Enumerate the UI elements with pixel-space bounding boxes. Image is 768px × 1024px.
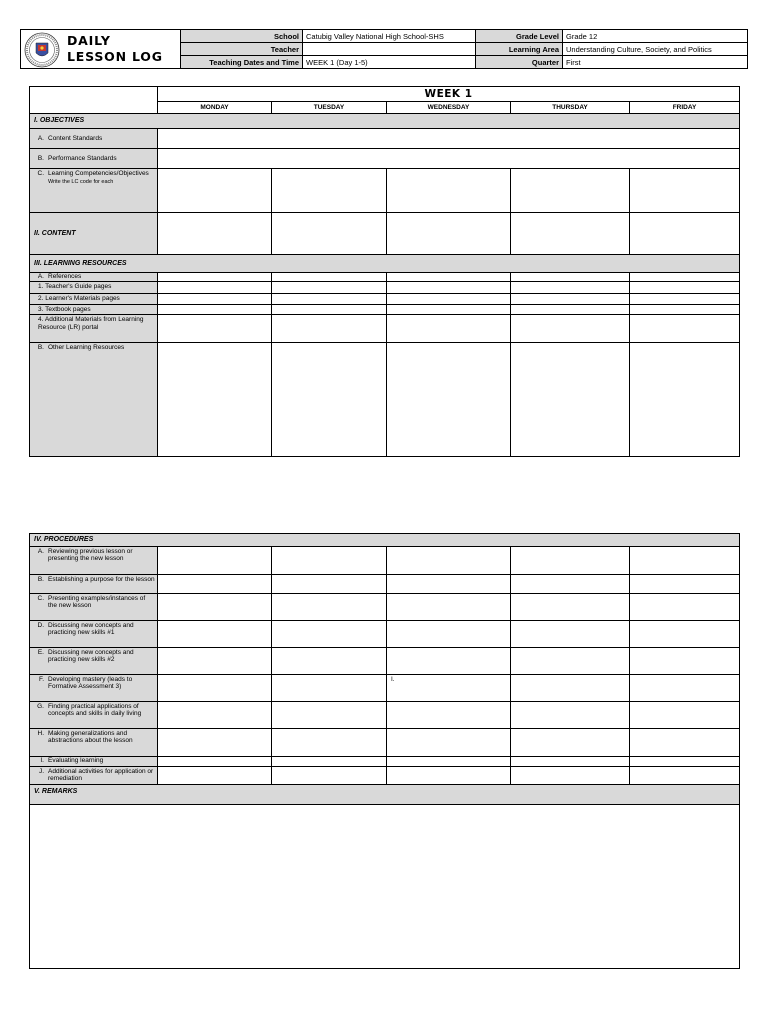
section-learning-resources: III. LEARNING RESOURCES bbox=[30, 255, 740, 273]
proc-c-fri[interactable] bbox=[630, 594, 740, 621]
proc-i-fri[interactable] bbox=[630, 757, 740, 767]
day-thursday: THURSDAY bbox=[511, 102, 630, 114]
cell-am-mon[interactable] bbox=[158, 315, 272, 343]
grade-level-label: Grade Level bbox=[476, 30, 563, 43]
proc-e-tue[interactable] bbox=[272, 648, 387, 675]
row-label-additional-materials: 4. Additional Materials from Learning Resource (LR) portal bbox=[30, 315, 158, 343]
proc-e-thu[interactable] bbox=[511, 648, 630, 675]
proc-h-tue[interactable] bbox=[272, 729, 387, 757]
proc-b-wed[interactable] bbox=[387, 575, 511, 594]
dates-label: Teaching Dates and Time bbox=[181, 56, 303, 69]
corner-cell bbox=[30, 87, 158, 114]
proc-d-mon[interactable] bbox=[158, 621, 272, 648]
cell-tg-mon[interactable] bbox=[158, 282, 272, 294]
cell-am-wed[interactable] bbox=[387, 315, 511, 343]
doc-title-line1: DAILY bbox=[67, 33, 111, 48]
proc-g-thu[interactable] bbox=[511, 702, 630, 729]
proc-i-mon[interactable] bbox=[158, 757, 272, 767]
proc-b-thu[interactable] bbox=[511, 575, 630, 594]
proc-g-wed[interactable] bbox=[387, 702, 511, 729]
cell-competencies-wed[interactable] bbox=[387, 169, 511, 213]
proc-g-mon[interactable] bbox=[158, 702, 272, 729]
proc-a-wed[interactable] bbox=[387, 547, 511, 575]
proc-d-tue[interactable] bbox=[272, 621, 387, 648]
cell-competencies-thu[interactable] bbox=[511, 169, 630, 213]
row-label-learning-competencies: C. Learning Competencies/Objectives Write the LC code for each bbox=[30, 169, 158, 213]
cell-content-thu[interactable] bbox=[511, 213, 630, 255]
cell-content-fri[interactable] bbox=[630, 213, 740, 255]
day-monday: MONDAY bbox=[158, 102, 272, 114]
school-field[interactable]: Catubig Valley National High School-SHS bbox=[303, 30, 476, 43]
row-label-other-resources: B. Other Learning Resources bbox=[30, 343, 158, 457]
row-label-content-standards: A. Content Standards bbox=[30, 129, 158, 149]
proc-j-thu[interactable] bbox=[511, 767, 630, 785]
proc-h-wed[interactable] bbox=[387, 729, 511, 757]
cell-references-mon[interactable] bbox=[158, 273, 272, 282]
proc-c-thu[interactable] bbox=[511, 594, 630, 621]
cell-other-tue[interactable] bbox=[272, 343, 387, 457]
cell-tb-mon[interactable] bbox=[158, 304, 272, 314]
content-standards-cell[interactable] bbox=[158, 129, 740, 149]
proc-d-thu[interactable] bbox=[511, 621, 630, 648]
cell-tb-wed[interactable] bbox=[387, 304, 511, 314]
teacher-label: Teacher bbox=[181, 43, 303, 56]
deped-seal-icon bbox=[24, 32, 60, 68]
cell-lm-tue[interactable] bbox=[272, 294, 387, 304]
proc-i-thu[interactable] bbox=[511, 757, 630, 767]
cell-references-wed[interactable] bbox=[387, 273, 511, 282]
cell-content-wed[interactable] bbox=[387, 213, 511, 255]
proc-label-c: C. Presenting examples/instances of the new lesson bbox=[30, 594, 158, 621]
proc-b-fri[interactable] bbox=[630, 575, 740, 594]
row-label-references: A. References bbox=[30, 273, 158, 282]
proc-label-b: B. Establishing a purpose for the lesson bbox=[30, 575, 158, 594]
header bbox=[20, 29, 747, 69]
proc-label-j: J. Additional activities for application or remediation bbox=[30, 767, 158, 785]
cell-lm-thu[interactable] bbox=[511, 294, 630, 304]
row-label-teachers-guide: 1. Teacher's Guide pages bbox=[30, 282, 158, 294]
proc-b-tue[interactable] bbox=[272, 575, 387, 594]
cell-lm-fri[interactable] bbox=[630, 294, 740, 304]
section-objectives: I. OBJECTIVES bbox=[30, 114, 740, 129]
proc-i-wed[interactable] bbox=[387, 757, 511, 767]
week-heading: WEEK 1 bbox=[158, 87, 740, 102]
cell-references-tue[interactable] bbox=[272, 273, 387, 282]
performance-standards-cell[interactable] bbox=[158, 149, 740, 169]
proc-e-fri[interactable] bbox=[630, 648, 740, 675]
cell-references-thu[interactable] bbox=[511, 273, 630, 282]
proc-a-mon[interactable] bbox=[158, 547, 272, 575]
cell-other-mon[interactable] bbox=[158, 343, 272, 457]
cell-tb-thu[interactable] bbox=[511, 304, 630, 314]
proc-f-wed-mark: I. bbox=[391, 676, 395, 683]
cell-competencies-mon[interactable] bbox=[158, 169, 272, 213]
proc-c-tue[interactable] bbox=[272, 594, 387, 621]
plan-table-bottom bbox=[29, 533, 740, 969]
proc-b-mon[interactable] bbox=[158, 575, 272, 594]
proc-h-fri[interactable] bbox=[630, 729, 740, 757]
cell-tb-tue[interactable] bbox=[272, 304, 387, 314]
day-tuesday: TUESDAY bbox=[272, 102, 387, 114]
proc-label-f: F. Developing mastery (leads to Formative Assessment 3) bbox=[30, 675, 158, 702]
teacher-field[interactable] bbox=[303, 43, 476, 56]
proc-j-tue[interactable] bbox=[272, 767, 387, 785]
proc-g-fri[interactable] bbox=[630, 702, 740, 729]
quarter-label: Quarter bbox=[476, 56, 563, 69]
info-table bbox=[180, 29, 748, 69]
proc-f-fri[interactable] bbox=[630, 675, 740, 702]
proc-h-thu[interactable] bbox=[511, 729, 630, 757]
proc-j-wed[interactable] bbox=[387, 767, 511, 785]
proc-a-tue[interactable] bbox=[272, 547, 387, 575]
proc-a-fri[interactable] bbox=[630, 547, 740, 575]
proc-f-tue[interactable] bbox=[272, 675, 387, 702]
cell-competencies-tue[interactable] bbox=[272, 169, 387, 213]
proc-a-thu[interactable] bbox=[511, 547, 630, 575]
proc-e-mon[interactable] bbox=[158, 648, 272, 675]
proc-h-mon[interactable] bbox=[158, 729, 272, 757]
learning-area-field[interactable]: Understanding Culture, Society, and Politics bbox=[563, 43, 748, 56]
proc-label-h: H. Making generalizations and abstractions about the lesson bbox=[30, 729, 158, 757]
proc-d-wed[interactable] bbox=[387, 621, 511, 648]
day-friday: FRIDAY bbox=[630, 102, 740, 114]
cell-lm-wed[interactable] bbox=[387, 294, 511, 304]
logo-area bbox=[20, 29, 180, 69]
cell-tg-fri[interactable] bbox=[630, 282, 740, 294]
proc-c-mon[interactable] bbox=[158, 594, 272, 621]
cell-other-thu[interactable] bbox=[511, 343, 630, 457]
proc-f-thu[interactable] bbox=[511, 675, 630, 702]
grade-level-field[interactable]: Grade 12 bbox=[563, 30, 748, 43]
cell-competencies-fri[interactable] bbox=[630, 169, 740, 213]
proc-label-e: E. Discussing new concepts and practicing new skills #2 bbox=[30, 648, 158, 675]
proc-e-wed[interactable] bbox=[387, 648, 511, 675]
cell-am-tue[interactable] bbox=[272, 315, 387, 343]
cell-am-thu[interactable] bbox=[511, 315, 630, 343]
plan-table-top bbox=[29, 86, 740, 457]
remarks-cell[interactable] bbox=[30, 805, 740, 969]
proc-j-fri[interactable] bbox=[630, 767, 740, 785]
cell-tg-wed[interactable] bbox=[387, 282, 511, 294]
cell-references-fri[interactable] bbox=[630, 273, 740, 282]
proc-label-i: I. Evaluating learning bbox=[30, 757, 158, 767]
proc-label-g: G. Finding practical applications of concepts and skills in daily living bbox=[30, 702, 158, 729]
learning-area-label: Learning Area bbox=[476, 43, 563, 56]
row-label-performance-standards: B. Performance Standards bbox=[30, 149, 158, 169]
proc-f-wed[interactable] bbox=[387, 675, 511, 702]
cell-other-wed[interactable] bbox=[387, 343, 511, 457]
cell-tb-fri[interactable] bbox=[630, 304, 740, 314]
row-label-textbook: 3. Textbook pages bbox=[30, 304, 158, 314]
cell-content-tue[interactable] bbox=[272, 213, 387, 255]
proc-label-d: D. Discussing new concepts and practicing new skills #1 bbox=[30, 621, 158, 648]
section-remarks: V. REMARKS bbox=[30, 785, 740, 805]
school-label: School bbox=[181, 30, 303, 43]
cell-content-mon[interactable] bbox=[158, 213, 272, 255]
proc-label-a: A. Reviewing previous lesson or presenting the new lesson bbox=[30, 547, 158, 575]
cell-tg-thu[interactable] bbox=[511, 282, 630, 294]
proc-i-tue[interactable] bbox=[272, 757, 387, 767]
section-procedures: IV. PROCEDURES bbox=[30, 534, 740, 547]
day-wednesday: WEDNESDAY bbox=[387, 102, 511, 114]
cell-lm-mon[interactable] bbox=[158, 294, 272, 304]
row-label-learners-materials: 2. Learner's Materials pages bbox=[30, 294, 158, 304]
cell-tg-tue[interactable] bbox=[272, 282, 387, 294]
proc-j-mon[interactable] bbox=[158, 767, 272, 785]
doc-title-line2: LESSON LOG bbox=[67, 49, 163, 64]
quarter-field[interactable]: First bbox=[563, 56, 748, 69]
proc-d-fri[interactable] bbox=[630, 621, 740, 648]
section-content: II. CONTENT bbox=[30, 213, 158, 255]
proc-c-wed[interactable] bbox=[387, 594, 511, 621]
proc-g-tue[interactable] bbox=[272, 702, 387, 729]
proc-f-mon[interactable] bbox=[158, 675, 272, 702]
cell-am-fri[interactable] bbox=[630, 315, 740, 343]
cell-other-fri[interactable] bbox=[630, 343, 740, 457]
dates-field[interactable]: WEEK 1 (Day 1-5) bbox=[303, 56, 476, 69]
